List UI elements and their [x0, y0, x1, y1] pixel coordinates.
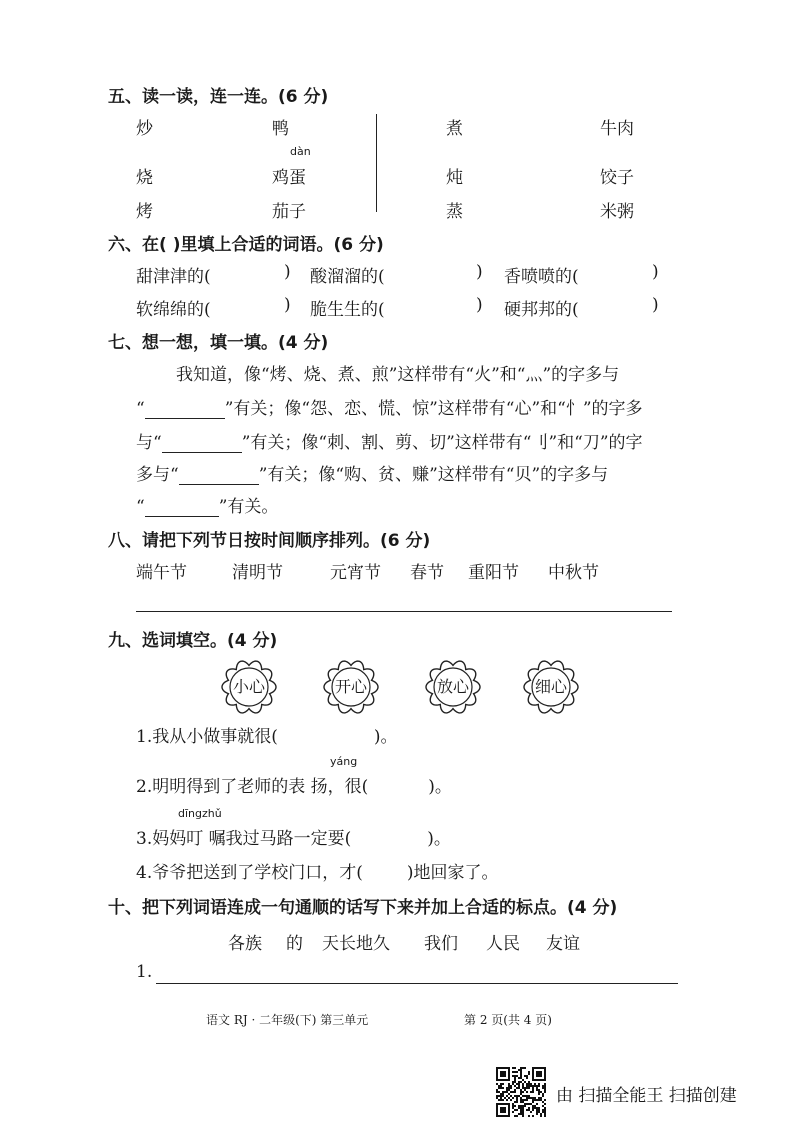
q5-right-noun-2: 饺子 — [600, 168, 634, 188]
q8-festival-4: 春节 — [410, 563, 444, 583]
q7-line-3: 与“ ”有关；像“刺、割、剪、切”这样带有“刂”和“刀”的字 — [136, 433, 643, 453]
q7-blank-4[interactable] — [145, 498, 219, 517]
q9-sentence-3: 3.妈妈叮 嘱我过马路一定要( )。 — [136, 829, 451, 849]
q7-line-5: “ ”有关。 — [136, 497, 279, 517]
q5-right-noun-1: 牛肉 — [600, 119, 634, 139]
q6-item-6-close: ) — [652, 295, 659, 315]
q5-left-verb-2: 烧 — [136, 168, 153, 188]
q6-item-5-close: ) — [476, 295, 483, 315]
q10-answer-line[interactable] — [156, 983, 678, 984]
q6-item-4: 软绵绵的( — [136, 300, 211, 320]
q7-blank-1[interactable] — [145, 400, 225, 419]
q8-festival-6: 中秋节 — [548, 563, 599, 583]
q10-word-4: 我们 — [424, 934, 458, 954]
q10-word-1: 各族 — [228, 934, 262, 954]
q8-festival-5: 重阳节 — [468, 563, 519, 583]
q9-word-flower-2 — [320, 656, 382, 718]
q6-item-3: 香喷喷的( — [504, 267, 579, 287]
q6-item-4-close: ) — [284, 295, 291, 315]
q10-word-6: 友谊 — [546, 934, 580, 954]
q5-left-noun-3: 茄子 — [272, 202, 306, 222]
q5-right-noun-3: 米粥 — [600, 202, 634, 222]
q8-festival-2: 清明节 — [232, 563, 283, 583]
q7-line-4: 多与“ ”有关；像“购、贫、赚”这样带有“贝”的字多与 — [136, 465, 609, 485]
q6-item-1: 甜津津的( — [136, 267, 211, 287]
q7-blank-2[interactable] — [162, 434, 242, 453]
q6-item-6: 硬邦邦的( — [504, 300, 579, 320]
q6-title: 六、在( )里填上合适的词语。(6 分) — [108, 235, 384, 255]
q7-line-2: “ ”有关；像“怨、恋、慌、惊”这样带有“心”和“忄”的字多 — [136, 399, 643, 419]
q6-item-2-close: ) — [476, 262, 483, 282]
q6-item-5: 脆生生的( — [310, 300, 385, 320]
q9-word-2: 开心 — [334, 677, 367, 696]
q9-word-4: 细心 — [534, 677, 567, 696]
q8-answer-line[interactable] — [136, 611, 672, 612]
q5-right-verb-3: 蒸 — [446, 202, 463, 222]
q9-sentence-1: 1.我从小做事就很( )。 — [136, 727, 398, 747]
q5-left-noun-1: 鸭 — [272, 119, 289, 139]
q9-sentence-2: 2.明明得到了老师的表 扬，很( )。 — [136, 777, 452, 797]
scanner-watermark: 由 扫描全能王 扫描创建 — [556, 1086, 737, 1106]
qr-code-icon — [496, 1067, 546, 1117]
footer-subject: 语文 RJ · 二年级(下) 第三单元 — [206, 1013, 369, 1027]
q9-word-1: 小心 — [232, 677, 265, 696]
q7-blank-3[interactable] — [179, 466, 259, 485]
q9-pinyin-yang: yáng — [330, 755, 358, 768]
q8-festival-3: 元宵节 — [330, 563, 381, 583]
q9-sentence-4: 4.爷爷把送到了学校门口，才( )地回家了。 — [136, 863, 499, 883]
q10-word-5: 人民 — [486, 934, 520, 954]
q8-title: 八、请把下列节日按时间顺序排列。(6 分) — [108, 531, 431, 551]
q5-right-verb-1: 煮 — [446, 119, 463, 139]
q5-pinyin-dan: dàn — [290, 145, 311, 158]
q5-title: 五、读一读，连一连。(6 分) — [108, 87, 329, 107]
footer-page: 第 2 页(共 4 页) — [464, 1013, 552, 1027]
q5-divider — [376, 114, 377, 212]
q9-pinyin-dingzhu: dīngzhǔ — [178, 807, 222, 820]
q9-word-3: 放心 — [436, 677, 469, 696]
q7-line-1: 我知道，像“烤、烧、煮、煎”这样带有“火”和“灬”的字多与 — [176, 365, 620, 385]
q10-title: 十、把下列词语连成一句通顺的话写下来并加上合适的标点。(4 分) — [108, 898, 618, 918]
q7-title: 七、想一想，填一填。(4 分) — [108, 333, 329, 353]
q6-item-1-close: ) — [284, 262, 291, 282]
q6-item-3-close: ) — [652, 262, 659, 282]
q6-item-2: 酸溜溜的( — [310, 267, 385, 287]
q5-left-noun-2: 鸡蛋 — [272, 168, 306, 188]
q5-left-verb-3: 烤 — [136, 202, 153, 222]
q10-word-3: 天长地久 — [322, 934, 390, 954]
q9-word-flower-1 — [218, 656, 280, 718]
q9-word-flower-4 — [520, 656, 582, 718]
q9-word-flower-3 — [422, 656, 484, 718]
q9-title: 九、选词填空。(4 分) — [108, 631, 278, 651]
q10-word-2: 的 — [286, 934, 303, 954]
q8-festival-1: 端午节 — [136, 563, 187, 583]
q5-right-verb-2: 炖 — [446, 168, 463, 188]
q5-left-verb-1: 炒 — [136, 119, 153, 139]
q10-number: 1. — [136, 962, 153, 982]
